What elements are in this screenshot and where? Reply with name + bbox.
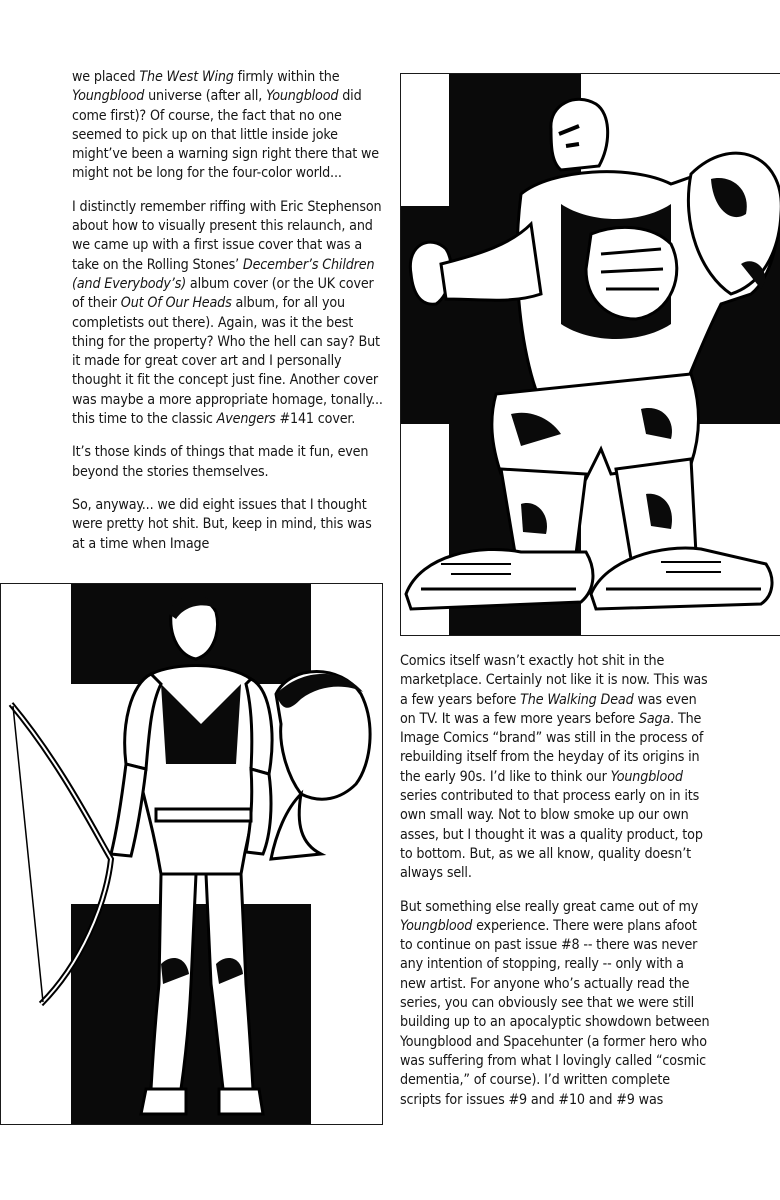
italic-title: Saga bbox=[638, 710, 671, 727]
paragraph bbox=[400, 652, 712, 884]
illustration-archer bbox=[0, 583, 383, 1125]
paragraph bbox=[400, 898, 712, 1110]
paragraph bbox=[72, 198, 384, 430]
text-run: So, anyway... we did eight issues that I thought were pretty hot shit. But, keep in mind, this was at a time when Image bbox=[72, 496, 372, 552]
text-run: firmly within the bbox=[233, 69, 340, 85]
italic-title: Avengers bbox=[216, 411, 276, 428]
text-run: series contributed to that process early on in its own small way. Not to blow smoke up our own asses, but I thought it was a quality product, top to bottom. But, as we all know, quality doesn’t always sell. bbox=[400, 788, 703, 882]
text-run: I distinctly remember riffing with Eric Stephenson about how to visually present this relaunch, and we came up with a first issue cover that was a take on the Rolling Stones’ bbox=[72, 198, 382, 273]
italic-title: December’s Children (and Everybody’s) bbox=[72, 256, 375, 292]
text-run: did come first)? Of course, the fact that no one seemed to pick up on that little inside joke might’ve been a warning sign right there that we might not be long for the four-color world... bbox=[72, 88, 380, 182]
italic-title: Youngblood bbox=[610, 768, 683, 785]
italic-title: The Walking Dead bbox=[520, 691, 634, 708]
italic-title: Youngblood bbox=[72, 88, 145, 105]
paragraph bbox=[72, 443, 384, 482]
article-column-bottom bbox=[400, 652, 712, 1124]
text-run: album, for all you completists out there). Again, was it the best thing for the property? Who the hell can say? But it made for great cover art and I personally thought it fit the concept just fine. Another cover was maybe a more appropriate homage, tonally... this time to the classic bbox=[72, 295, 383, 428]
illustration-brute bbox=[400, 73, 780, 636]
text-run: album cover (or the UK cover of their bbox=[72, 275, 374, 312]
article-column-top bbox=[72, 68, 384, 568]
paragraph bbox=[72, 68, 384, 184]
italic-title: The West Wing bbox=[139, 69, 234, 85]
italic-title: Youngblood bbox=[266, 88, 339, 105]
paragraph bbox=[72, 496, 384, 554]
text-run: we placed bbox=[72, 69, 140, 85]
italic-title: Out Of Our Heads bbox=[120, 295, 232, 312]
brute-artwork bbox=[401, 74, 780, 635]
text-run: Comics itself wasn’t exactly hot shit in the marketplace. Certainly not like it is now. This was a few years before bbox=[400, 653, 708, 708]
text-run: experience. There were plans afoot to continue on past issue #8 -- there was never any intention of stopping, really -- only with a new artist. For anyone who’s actually read the series, you can obviously see that we were still building up to an apocalyptic showdown between Youngblood and Spacehunter (a former hero who was suffering from what I lovingly called “cosmic dementia,” of course). I’d written complete scripts for issues #9 and #10 and #9 was bbox=[400, 917, 710, 1108]
text-run: . The Image Comics “brand” was still in the process of rebuilding itself from the heyday of its origins in the early 90s. I’d like to think our bbox=[400, 710, 704, 785]
text-run: was even on TV. It was a few more years before bbox=[400, 691, 697, 727]
text-run: It’s those kinds of things that made it fun, even beyond the stories themselves. bbox=[72, 444, 369, 480]
text-run: universe (after all, bbox=[144, 88, 267, 105]
italic-title: Youngblood bbox=[400, 917, 473, 934]
archer-artwork bbox=[1, 584, 382, 1124]
text-run: But something else really great came out of my bbox=[400, 898, 699, 915]
text-run: #141 cover. bbox=[275, 411, 356, 428]
